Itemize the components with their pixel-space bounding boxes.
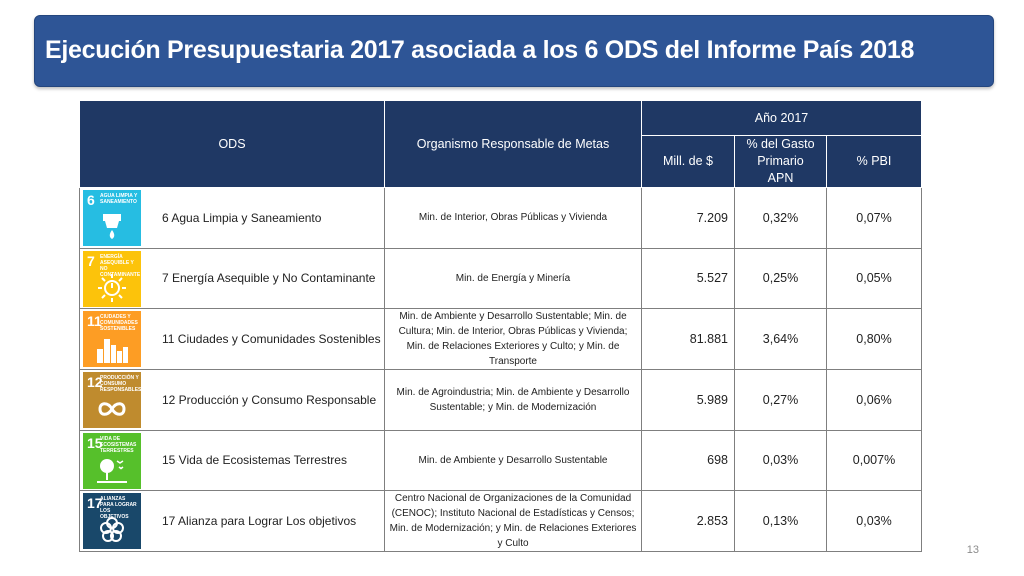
ods-icon-number: 7 bbox=[87, 252, 95, 269]
ods-icon-number: 6 bbox=[87, 192, 95, 208]
ods-glyph bbox=[95, 273, 129, 303]
flower-rings-icon bbox=[83, 493, 141, 549]
ods-glyph bbox=[95, 394, 129, 424]
ods-cell bbox=[80, 491, 385, 552]
water-tap-icon bbox=[83, 190, 141, 246]
gasto-cell: 0,32% bbox=[735, 188, 827, 249]
tree-birds-icon bbox=[83, 433, 141, 489]
page-number: 13 bbox=[966, 544, 979, 556]
organismo-cell: Min. de Agroindustria; Min. de Ambiente y Desarrollo Sustentable; y Min. de Modernización bbox=[385, 370, 642, 431]
ods-glyph bbox=[95, 515, 129, 545]
pbi-cell: 0,80% bbox=[827, 309, 922, 370]
header-year: Año 2017 bbox=[642, 101, 922, 136]
title-banner bbox=[34, 15, 994, 87]
ods-icon-text: VIDA DE ECOSISTEMAS TERRESTRES bbox=[100, 435, 137, 454]
table-row bbox=[80, 491, 922, 552]
mill-cell: 5.527 bbox=[642, 248, 735, 309]
ods-icon-text: ENERGÍA ASEQUIBLE Y NO CONTAMINANTE bbox=[100, 253, 141, 278]
mill-cell: 2.853 bbox=[642, 491, 735, 552]
ods-glyph bbox=[95, 333, 129, 363]
ods-glyph bbox=[95, 455, 129, 485]
organismo-cell: Min. de Ambiente y Desarrollo Sustentable; Min. de Cultura; Min. de Interior, Obras Públicas y Vivienda; Min. de Relaciones Exteriores y Culto; y Min. de Transporte bbox=[385, 309, 642, 370]
gasto-cell: 0,25% bbox=[735, 248, 827, 309]
organismo-cell: Centro Nacional de Organizaciones de la Comunidad (CENOC); Instituto Nacional de Estadísticas y Censos; Min. de Modernización; y Min. de Relaciones Exteriores y Culto bbox=[385, 491, 642, 552]
ods-cell bbox=[80, 188, 385, 249]
ods-icon-number: 15 bbox=[87, 434, 103, 451]
mill-cell: 81.881 bbox=[642, 309, 735, 370]
gasto-cell: 0,13% bbox=[735, 491, 827, 552]
ods-label: 15 Vida de Ecosistemas Terrestres bbox=[162, 453, 347, 468]
ods-icon-text: ALIANZAS PARA LOGRAR LOS OBJETIVOS bbox=[100, 496, 137, 520]
ods-cell bbox=[80, 248, 385, 309]
mill-cell: 698 bbox=[642, 430, 735, 491]
pbi-cell: 0,07% bbox=[827, 188, 922, 249]
ods-cell bbox=[80, 370, 385, 431]
ods-icon-text: PRODUCCIÓN Y CONSUMO RESPONSABLES bbox=[100, 375, 141, 393]
organismo-cell: Min. de Interior, Obras Públicas y Vivienda bbox=[385, 188, 642, 249]
ods-label: 7 Energía Asequible y No Contaminante bbox=[162, 271, 376, 286]
ods-label: 6 Agua Limpia y Saneamiento bbox=[162, 210, 322, 225]
header-ods: ODS bbox=[80, 101, 385, 188]
ods-icon-number: 12 bbox=[87, 374, 103, 390]
header-gasto: % del Gasto Primario APN bbox=[735, 136, 827, 188]
table-body bbox=[80, 188, 922, 552]
header-organismo: Organismo Responsable de Metas bbox=[385, 101, 642, 188]
pbi-cell: 0,03% bbox=[827, 491, 922, 552]
ods-cell bbox=[80, 430, 385, 491]
organismo-cell: Min. de Ambiente y Desarrollo Sustentable bbox=[385, 430, 642, 491]
infinity-icon bbox=[83, 372, 141, 428]
pbi-cell: 0,007% bbox=[827, 430, 922, 491]
sun-power-icon bbox=[83, 251, 141, 307]
gasto-cell: 0,27% bbox=[735, 370, 827, 431]
gasto-cell: 0,03% bbox=[735, 430, 827, 491]
table-row bbox=[80, 309, 922, 370]
ods-icon-text: CIUDADES Y COMUNIDADES SOSTENIBLES bbox=[100, 314, 138, 332]
header-pbi: % PBI bbox=[827, 136, 922, 188]
organismo-cell: Min. de Energía y Minería bbox=[385, 248, 642, 309]
pbi-cell: 0,06% bbox=[827, 370, 922, 431]
header-mill: Mill. de $ bbox=[642, 136, 735, 188]
mill-cell: 5.989 bbox=[642, 370, 735, 431]
gasto-cell: 3,64% bbox=[735, 309, 827, 370]
ods-icon-number: 11 bbox=[87, 313, 102, 329]
ods-cell bbox=[80, 309, 385, 370]
city-buildings-icon bbox=[83, 311, 141, 367]
ods-icon-number: 17 bbox=[87, 495, 103, 511]
table-row bbox=[80, 188, 922, 249]
mill-cell: 7.209 bbox=[642, 188, 735, 249]
ods-glyph bbox=[95, 212, 129, 242]
table-row bbox=[80, 370, 922, 431]
table-row bbox=[80, 430, 922, 491]
ods-label: 11 Ciudades y Comunidades Sostenibles bbox=[162, 332, 381, 346]
ods-icon-text: AGUA LIMPIA Y SANEAMIENTO bbox=[100, 193, 138, 205]
pbi-cell: 0,05% bbox=[827, 248, 922, 309]
table-row bbox=[80, 248, 922, 309]
page-title: Ejecución Presupuestaria 2017 asociada a los 6 ODS del Informe País 2018 bbox=[45, 36, 915, 64]
ods-label: 17 Alianza para Lograr Los objetivos bbox=[162, 514, 357, 528]
budget-table bbox=[79, 100, 922, 552]
ods-label: 12 Producción y Consumo Responsable bbox=[162, 392, 377, 407]
